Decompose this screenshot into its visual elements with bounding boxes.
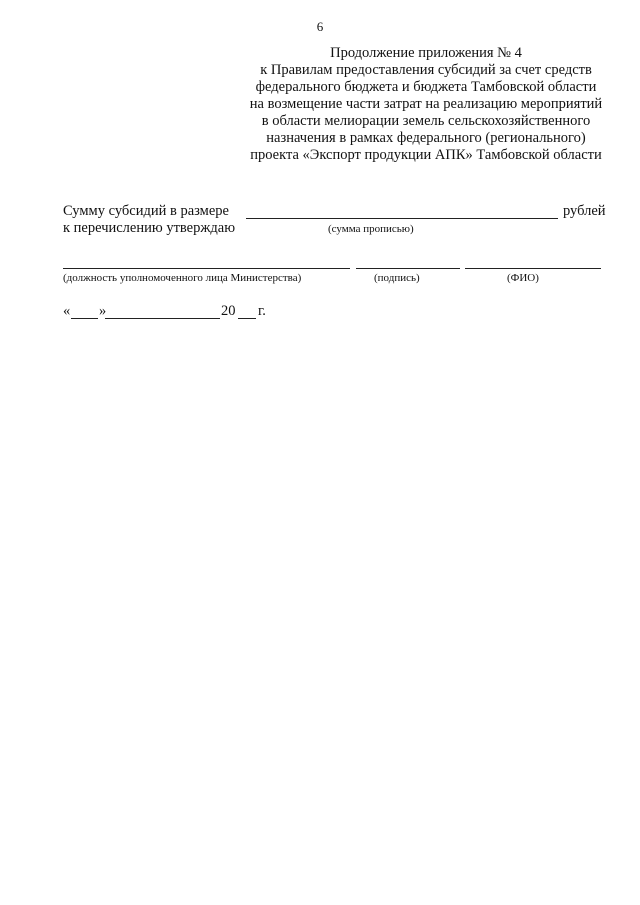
annex-header-line: Продолжение приложения № 4 bbox=[330, 45, 522, 61]
approval-label: к перечислению утверждаю bbox=[63, 220, 236, 236]
annex-header-line: федерального бюджета и бюджета Тамбовской области bbox=[255, 79, 597, 95]
signature-line bbox=[356, 268, 460, 269]
name-line bbox=[465, 268, 601, 269]
position-caption: (должность уполномоченного лица Министерства) bbox=[63, 272, 302, 284]
annex-header-line: на возмещение части затрат на реализацию мероприятий bbox=[249, 96, 603, 112]
annex-header-line: проекта «Экспорт продукции АПК» Тамбовской области bbox=[250, 147, 602, 163]
amount-words-caption: (сумма прописью) bbox=[328, 223, 414, 235]
amount-unit: рублей bbox=[563, 203, 606, 219]
annex-header-line: в области мелиорации земель сельскохозяйственного bbox=[261, 113, 591, 129]
date-day-line bbox=[71, 318, 98, 319]
date-open-quote: « bbox=[63, 303, 71, 319]
amount-label: Сумму субсидий в размере bbox=[63, 203, 229, 219]
page-number: 6 bbox=[316, 19, 324, 34]
annex-header-line: к Правилам предоставления субсидий за счет средств bbox=[260, 62, 592, 78]
date-month-line bbox=[105, 318, 220, 319]
annex-header-line: назначения в рамках федерального (регионального) bbox=[266, 130, 586, 146]
position-line bbox=[63, 268, 350, 269]
amount-line bbox=[246, 218, 558, 219]
signature-caption: (подпись) bbox=[374, 272, 420, 284]
date-year-prefix: 20 bbox=[221, 303, 236, 319]
date-year-suffix: г. bbox=[258, 303, 266, 319]
annex-header bbox=[228, 45, 624, 164]
date-close-quote: » bbox=[99, 303, 107, 319]
date-year-line bbox=[238, 318, 256, 319]
name-caption: (ФИО) bbox=[507, 272, 539, 284]
